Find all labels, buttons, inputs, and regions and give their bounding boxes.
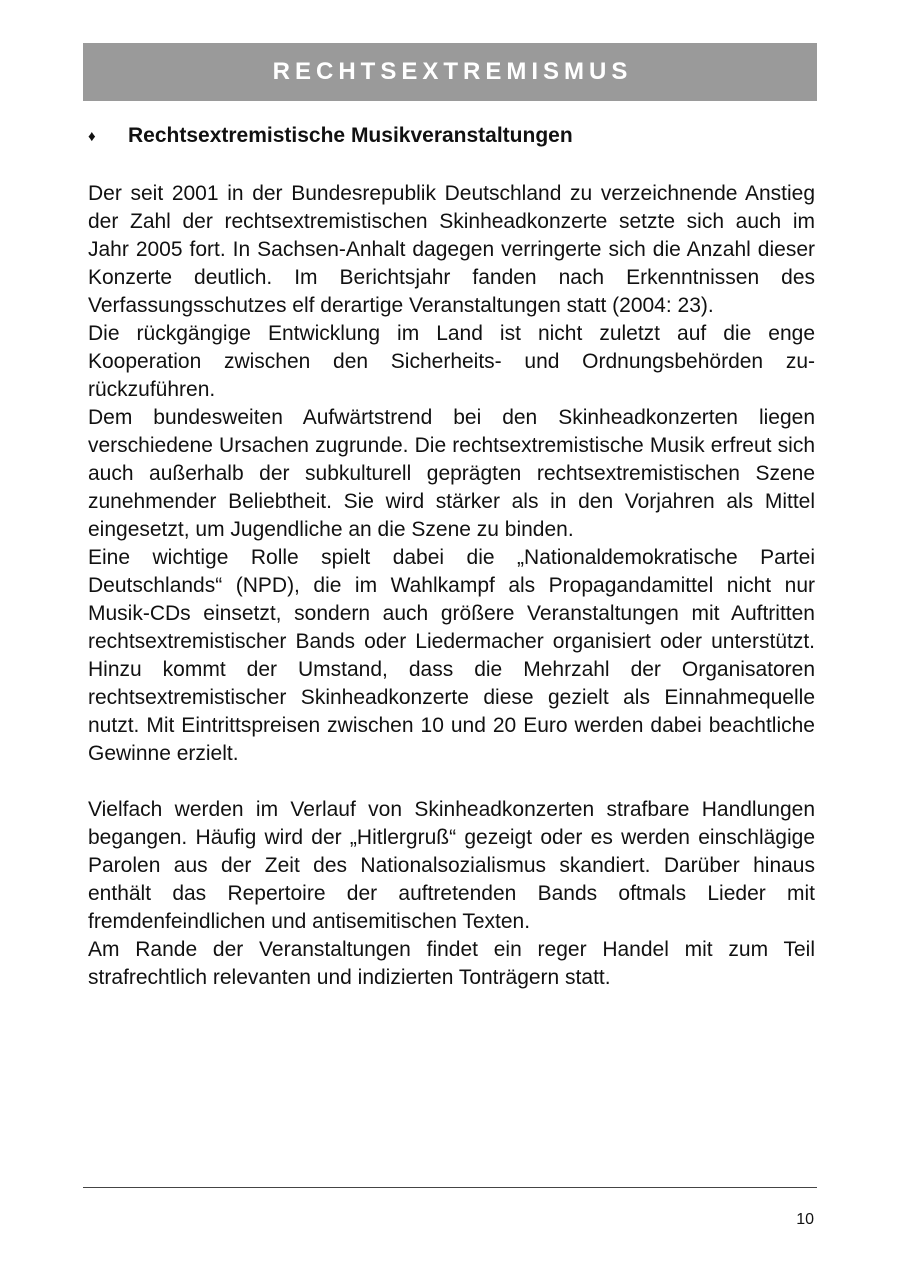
paragraph-2: Die rückgängige Entwicklung im Land ist nicht zuletzt auf die enge Kooperation zwischen den Sicherheits- und Ordnungsbehörden zurückzuführen. [88,322,815,401]
paragraph-4: Eine wichtige Rolle spielt dabei die „Nationaldemokratische Partei Deutschlands“ (NPD), die im Wahlkampf als Propagandamittel nicht nur Musik-CDs einsetzt, sondern auch größere Veranstaltungen mit Auftritten rechtsextremistischer Bands oder Liedermacher organisiert oder unterstützt. Hinzu kommt der Umstand, dass die Mehrzahl der Organisatoren rechtsextremistischer Skinheadkonzerte diese gezielt als Einnahmequelle nutzt. Mit Eintrittspreisen zwischen 10 und 20 Euro werden dabei beachtliche Gewinne erzielt. [88,546,815,765]
page-number: 10 [796,1211,814,1228]
chapter-title: RECHTSEXTREMISMUS [272,58,633,85]
paragraph-3: Dem bundesweiten Aufwärtstrend bei den Skinheadkonzerten liegen verschiedene Ursachen zugrunde. Die rechtsextremistische Musik erfreut sich auch außerhalb der subkulturell geprägten rechtsextremistischen Szene zunehmender Beliebtheit. Sie wird stärker als in den Vorjahren als Mittel eingesetzt, um Jugendliche an die Szene zu binden. [88,406,815,541]
paragraph-5: Vielfach werden im Verlauf von Skinheadkonzerten strafbare Handlungen begangen. Häufig wird der „Hitlergruß“ gezeigt oder es werden einschlägige Parolen aus der Zeit des Nationalsozialismus skandiert. Darüber hinaus enthält das Repertoire der auftretenden Bands oftmals Lieder mit fremdenfeindlichen und antisemitischen Texten. [88,798,815,933]
paragraph-1: Der seit 2001 in der Bundesrepublik Deutschland zu verzeichnende Anstieg der Zahl der rechtsextremistischen Skinheadkonzerte setzte sich auch im Jahr 2005 fort. In Sachsen-Anhalt dagegen verringerte sich die Anzahl dieser Konzerte deutlich. Im Berichtsjahr fanden nach Erkenntnissen des Verfassungsschutzes elf derartige Veranstaltungen statt (2004: 23). [88,182,815,317]
paragraph-6: Am Rande der Veranstaltungen findet ein reger Handel mit zum Teil strafrechtlich relevanten und indizierten Tonträgern statt. [88,938,815,989]
section-heading-text: Rechtsextremistische Musikveranstaltungen [128,124,573,147]
footer-divider [83,1187,817,1188]
section-heading [88,124,818,148]
diamond-bullet-icon: ♦ [88,127,96,145]
body-text [88,180,815,992]
chapter-header-band [83,43,817,101]
